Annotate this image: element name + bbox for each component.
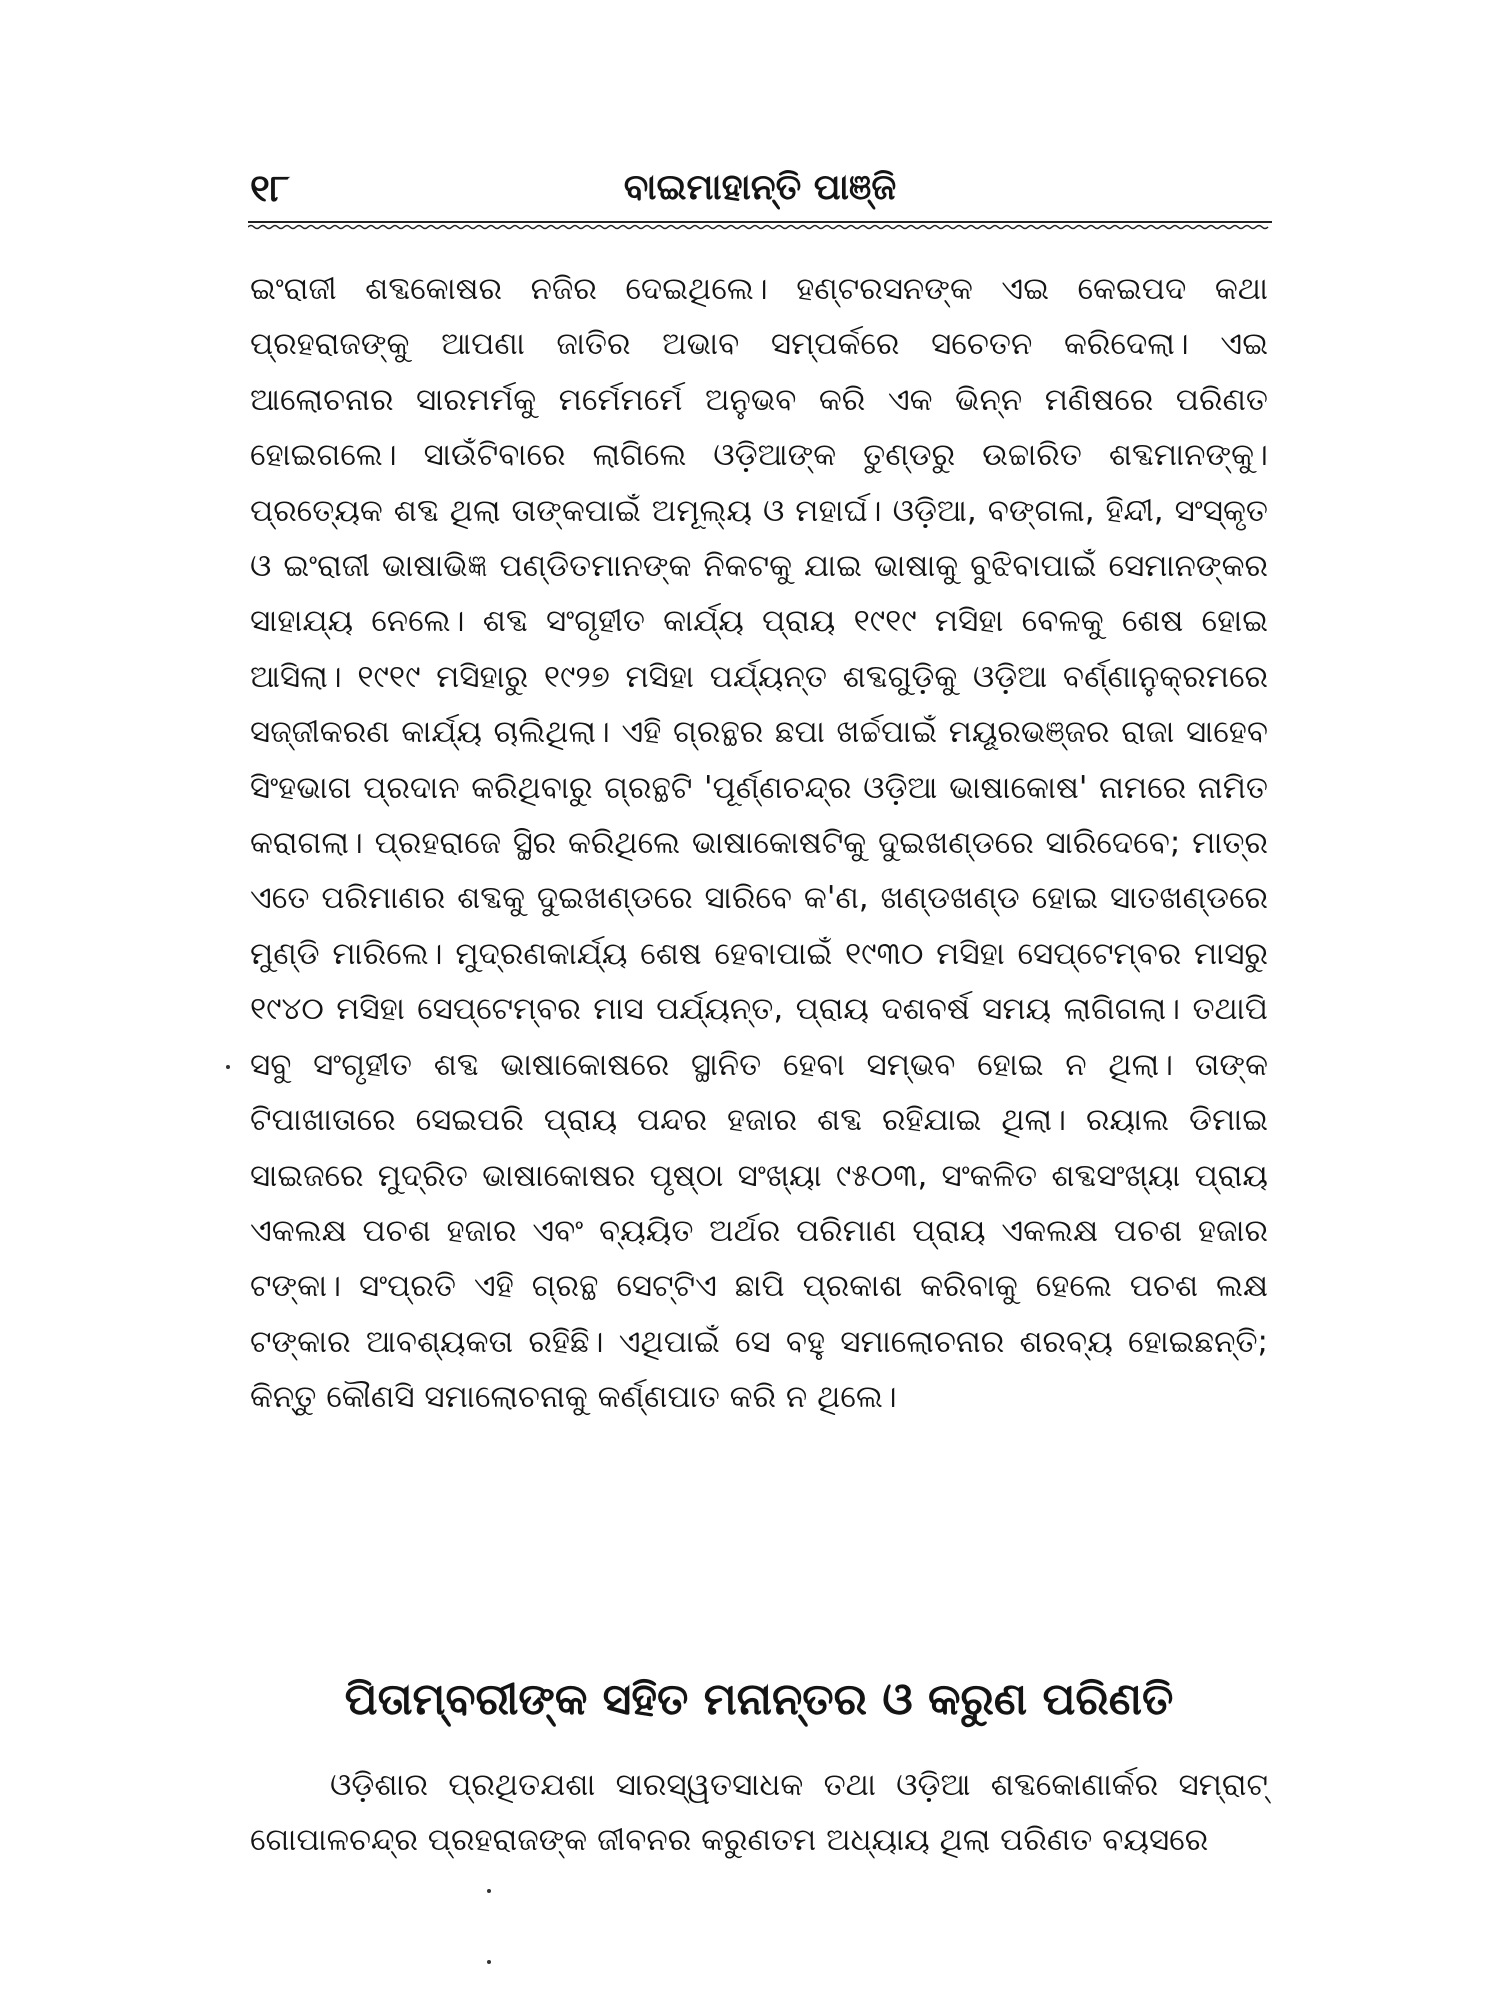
running-title: ବାଇମାହାନ୍ତି ପାଞ୍ଜି [623,167,897,208]
ink-speck [226,1065,230,1069]
section-body [250,1758,1268,1868]
page-number: ୧୮ [250,166,290,210]
section-paragraph: ଓଡ଼ିଶାର ପ୍ରଥିତଯଶା ସାରସ୍ୱତସାଧକ ତଥା ଓଡ଼ିଆ ଶବ୍ଦକୋଣାର୍କର ସମ୍ରାଟ୍ ଗୋପାଳଚନ୍ଦ୍ର ପ୍ରହରାଜଙ୍କ ଜୀବନର କରୁଣତମ ଅଧ୍ୟାୟ ଥିଲା ପରିଣତ ବୟସରେ [250,1767,1268,1858]
ink-speck [487,1889,491,1893]
header-rule [248,220,1272,230]
section-heading: ପିତାମ୍ବରୀଙ୍କ ସହିତ ମନାନ୍ତର ଓ କରୁଣ ପରିଣତି [344,1674,1174,1725]
body-paragraph: ଇଂରାଜୀ ଶବ୍ଦକୋଷର ନଜିର ଦେଇଥିଲେ। ହଣ୍ଟରସନଙ୍କ ଏଇ କେଇପଦ କଥା ପ୍ରହରାଜଙ୍କୁ ଆପଣା ଜାତିର ଅଭାବ ସମ୍ପର୍କରେ ସଚେତନ କରିଦେଲା। ଏଇ ଆଲୋଚନାର ସାରମର୍ମକୁ ମର୍ମେମର୍ମେ ଅନୁଭବ କରି ଏକ ଭିନ୍ନ ମଣିଷରେ ପରିଣତ ହୋଇଗଲେ। ସାଉଁଟିବାରେ ଲାଗିଲେ ଓଡ଼ିଆଙ୍କ ତୁଣ୍ଡରୁ ଉଚ୍ଚାରିତ ଶବ୍ଦମାନଙ୍କୁ। ପ୍ରତ୍ୟେକ ଶବ୍ଦ ଥିଲା ତାଙ୍କପାଇଁ ଅମୂଲ୍ୟ ଓ ମହାର୍ଘ। ଓଡ଼ିଆ, ବଙ୍ଗଳା, ହିନ୍ଦୀ, ସଂସ୍କୃତ ଓ ଇଂରାଜୀ ଭାଷାଭିଜ୍ଞ ପଣ୍ଡିତମାନଙ୍କ ନିକଟକୁ ଯାଇ ଭାଷାକୁ ବୁଝିବାପାଇଁ ସେମାନଙ୍କର ସାହାଯ୍ୟ ନେଲେ। ଶବ୍ଦ ସଂଗୃହୀତ କାର୍ଯ୍ୟ ପ୍ରାୟ ୧୯୧୯ ମସିହା ବେଳକୁ ଶେଷ ହୋଇ ଆସିଲା। ୧୯୧୯ ମସିହାରୁ ୧୯୨୭ ମସିହା ପର୍ଯ୍ୟନ୍ତ ଶବ୍ଦଗୁଡ଼ିକୁ ଓଡ଼ିଆ ବର୍ଣ୍ଣାନୁକ୍ରମରେ ସଜ୍ଜୀକରଣ କାର୍ଯ୍ୟ ଚାଲିଥିଲା। ଏହି ଗ୍ରନ୍ଥର ଛପା ଖର୍ଚ୍ଚପାଇଁ ମୟୂରଭଞ୍ଜର ରାଜା ସାହେବ ସିଂହଭାଗ ପ୍ରଦାନ କରିଥିବାରୁ ଗ୍ରନ୍ଥଟି 'ପୂର୍ଣ୍ଣଚନ୍ଦ୍ର ଓଡ଼ିଆ ଭାଷାକୋଷ' ନାମରେ ନାମିତ କରାଗଲା। ପ୍ରହରାଜେ ସ୍ଥିର କରିଥିଲେ ଭାଷାକୋଷଟିକୁ ଦୁଇଖଣ୍ଡରେ ସାରିଦେବେ; ମାତ୍ର ଏତେ ପରିମାଣର ଶବ୍ଦକୁ ଦୁଇଖଣ୍ଡରେ ସାରିବେ କ'ଣ, ଖଣ୍ଡଖଣ୍ଡ ହୋଇ ସାତଖଣ୍ଡରେ ମୁଣ୍ଡି ମାରିଲେ। ମୁଦ୍ରଣକାର୍ଯ୍ୟ ଶେଷ ହେବାପାଇଁ ୧୯୩୦ ମସିହା ସେପ୍ଟେମ୍ବର ମାସରୁ ୧୯୪୦ ମସିହା ସେପ୍ଟେମ୍ବର ମାସ ପର୍ଯ୍ୟନ୍ତ, ପ୍ରାୟ ଦଶବର୍ଷ ସମୟ ଲାଗିଗଲା। ତଥାପି ସବୁ ସଂଗୃହୀତ ଶବ୍ଦ ଭାଷାକୋଷରେ ସ୍ଥାନିତ ହେବା ସମ୍ଭବ ହୋଇ ନ ଥିଲା। ତାଙ୍କ ଟିପାଖାତାରେ ସେଇପରି ପ୍ରାୟ ପନ୍ଦର ହଜାର ଶବ୍ଦ ରହିଯାଇ ଥିଲା। ରୟାଲ ଡିମାଇ ସାଇଜରେ ମୁଦ୍ରିତ ଭାଷାକୋଷର ପୃଷ୍ଠା ସଂଖ୍ୟା ୯୫୦୩, ସଂକଳିତ ଶବ୍ଦସଂଖ୍ୟା ପ୍ରାୟ ଏକଲକ୍ଷ ପଚଶ ହଜାର ଏବଂ ବ୍ୟୟିତ ଅର୍ଥର ପରିମାଣ ପ୍ରାୟ ଏକଲକ୍ଷ ପଚଶ ହଜାର ଟଙ୍କା। ସଂପ୍ରତି ଏହି ଗ୍ରନ୍ଥ ସେଟ୍‌ଟିଏ ଛାପି ପ୍ରକାଶ କରିବାକୁ ହେଲେ ପଚଶ ଲକ୍ଷ ଟଙ୍କାର ଆବଶ୍ୟକତା ରହିଛି। ଏଥିପାଇଁ ସେ ବହୁ ସମାଲୋଚନାର ଶରବ୍ୟ ହୋଇଛନ୍ତି; କିନ୍ତୁ କୌଣସି ସମାଲୋଚନାକୁ କର୍ଣ୍ଣପାତ କରି ନ ଥିଲେ। [250,271,1268,1416]
page-header [250,158,1270,218]
body-text [250,262,1268,1426]
ink-speck [487,1960,491,1964]
